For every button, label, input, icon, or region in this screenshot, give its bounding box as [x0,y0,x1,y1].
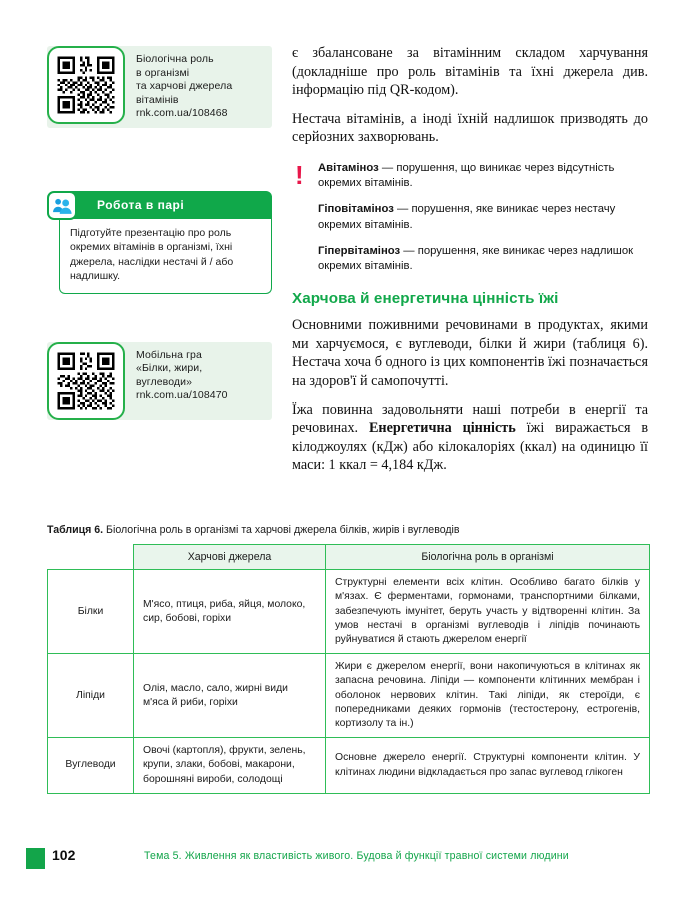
table-caption-text: Біологічна роль в організмі та харчові джерела білків, жирів і вуглеводів [103,524,460,536]
qr-code-icon [55,350,117,412]
exclamation-icon: ! [295,159,304,190]
qr-info-block-1[interactable] [47,46,272,128]
qr-url[interactable]: rnk.com.ua/108470 [136,389,228,402]
row-name-proteins: Білки [48,570,134,654]
table-caption [47,523,649,537]
qr-caption-2 [125,342,272,420]
definition-term: Авітаміноз [318,161,379,174]
definition-avitaminosis [318,161,648,191]
paragraph-energy-value [292,401,648,475]
row-role-proteins: Структурні елементи всіх клітин. Особливо багато білків у м'язах. Є ферментами, гормонами, транспортними білками, забезпечують імунітет, беруть участь у відтворенні клітин. За умов нестачі в організмі вуглеводів і ліпідів починають руйнуватися й стають джерелом енергії [326,570,650,654]
qr-code-frame-2[interactable] [47,342,125,420]
paragraph-vitamin-deficiency: Нестача вітамінів, а іноді їхній надлишок призводять до серйозних захворювань. [292,110,648,146]
qr-caption-line: Мобільна гра [136,348,202,361]
footer-chapter-title: Тема 5. Живлення як властивість живого. Будова й функції травної системи людини [144,850,569,862]
energy-term-bold: Енергетична цінність [368,420,516,437]
qr-caption-line: вуглеводи» [136,375,193,388]
row-name-carbohydrates: Вуглеводи [48,738,134,794]
definition-text: порушення, яке виникає через нестачу окремих вітамінів. [318,203,616,231]
row-sources-carbohydrates: Овочі (картопля), фрукти, зелень, крупи, злаки, бобові, макарони, борошняні вироби, солодощі [134,738,326,794]
qr-caption-1 [125,46,272,128]
qr-caption-line: та харчові джерела [136,80,233,93]
qr-code-frame-1[interactable] [47,46,125,124]
row-sources-lipids: Олія, масло, сало, жирні види м'яса й риби, горіхи [134,654,326,738]
row-name-lipids: Ліпіди [48,654,134,738]
energy-text-part2: їжі виражається в кілоджоулях (кДж) або кілокалоріях (ккал) на одиницю її маси: 1 ккал = 4,184 кДж. [292,420,649,474]
table-header-sources: Харчові джерела [134,545,326,570]
definitions-callout [294,161,648,274]
sidebar-column [47,46,272,420]
definition-term: Гіповітаміноз [318,203,394,216]
row-sources-proteins: М'ясо, птиця, риба, яйця, молоко, сир, бобові, горіхи [134,570,326,654]
definition-term: Гіпервітаміноз [318,244,401,257]
table-row [48,570,650,654]
definition-dash: — [381,161,394,174]
table-corner-cell [48,545,134,570]
pair-work-body: Підготуйте презентацію про роль окремих вітамінів в організмі, їхні джерела, наслідки нестачі й / або надлишку. [59,219,272,294]
table-row [48,738,650,794]
table-row [48,654,650,738]
qr-caption-line: Біологічна роль [136,53,214,65]
qr-caption-line: «Білки, жири, [136,362,203,375]
spacer [47,128,272,191]
row-role-carbohydrates: Основне джерело енергії. Структурні компоненти клітин. У клітинах людини відкладається про запас вуглевод глікоген [326,738,650,794]
nutrients-table [47,544,650,794]
main-text-column [292,44,648,485]
paragraph-nutrients: Основними поживними речовинами в продуктах, якими ми харчуємося, є вуглеводи, білки й жири (таблиця 6). Нестача хоча б одного із цих компонентів їжі позначається на здоров'ї й самопочутті. [292,317,648,389]
two-people-glyph [52,197,73,214]
definition-dash: — [397,203,409,216]
qr-url[interactable]: rnk.com.ua/108468 [136,107,228,120]
qr-caption-line: в організмі [136,66,190,79]
qr-code-icon [55,54,117,116]
section-heading: Харчова й енергетична цінність їжі [292,290,559,308]
energy-text-part1: Їжа повинна задовольняти наші потреби в енергії та речовинах. [292,401,648,437]
table-caption-label: Таблиця 6. [47,524,104,536]
table-header-role: Біологічна роль в організмі [326,545,650,570]
page-footer [0,843,695,903]
pair-work-title: Робота в парі [59,191,272,219]
pair-work-card [59,191,272,294]
definition-hypervitaminosis [318,244,648,274]
two-people-icon [47,191,77,220]
row-role-lipids: Жири є джерелом енергії, вони накопичуються в клітинах як запасна речовина. Ліпіди — компоненти клітинних мембран і оболонок нервових клітин. Такі ліпіди, як стероїди, є попередниками деяких гормонів (тестостерону, естрогенів, кортизолу та ін.) [326,654,650,738]
table-section [47,523,649,794]
paragraph-vitamin-balance: є збалансоване за вітамінним складом харчування (докладніше про роль вітамінів та їхні джерела див. інформацію під QR-кодом). [292,45,648,99]
spacer [47,294,272,342]
footer-green-marker [26,848,45,869]
definition-hypovitaminosis [318,202,648,232]
qr-caption-line: вітамінів [136,93,179,106]
definition-text: порушення, яке виникає через надлишок окремих вітамінів. [318,244,634,272]
definition-text: порушення, що виникає через відсутність окремих вітамінів. [318,161,615,190]
qr-info-block-2[interactable] [47,342,272,420]
definition-dash: — [403,244,415,257]
page-number: 102 [52,847,76,863]
table-header-row [48,545,650,570]
